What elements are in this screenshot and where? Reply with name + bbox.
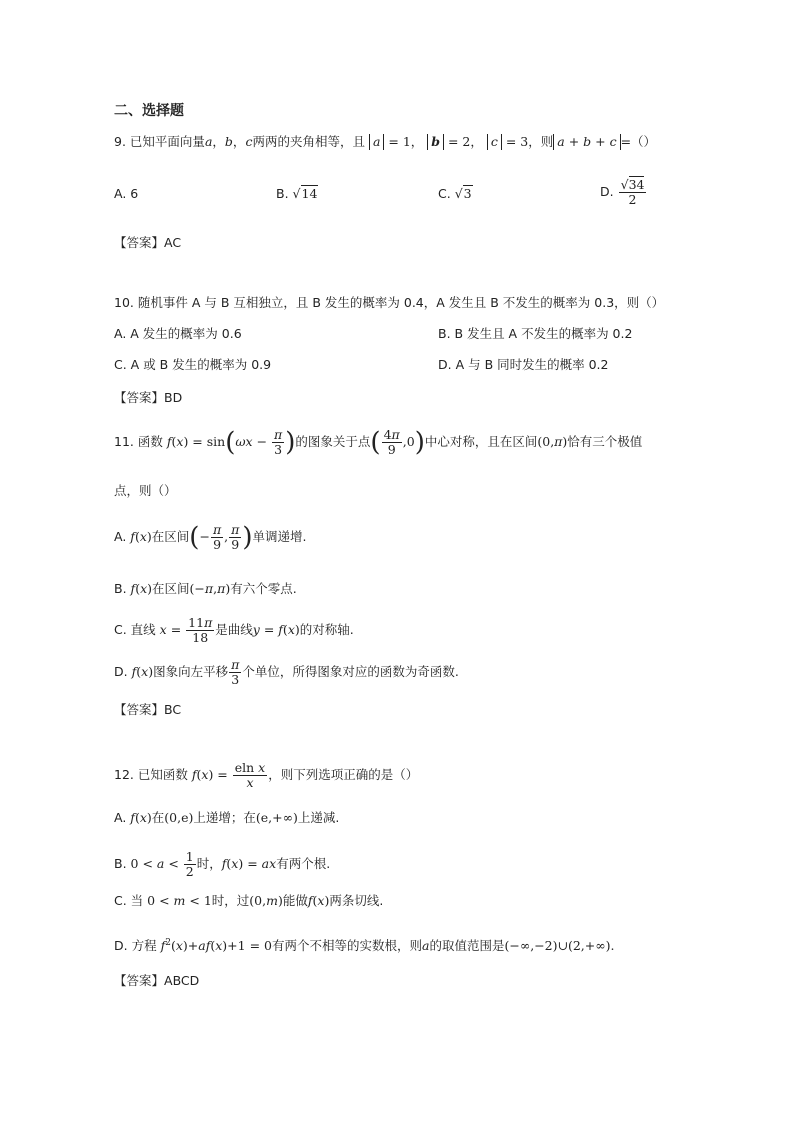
- q11-option-d: D. f(x)图象向左平移 $\frac{\pi}{3}$ 个单位，所得图象对应的函数为奇函数.: [114, 657, 459, 687]
- q12-answer: 【答案】ABCD: [114, 973, 200, 988]
- q9-option-a: A. 6: [114, 186, 139, 201]
- q10-option-c: C. A 或 B 发生的概率为 0.9: [114, 357, 272, 372]
- q10-option-d: D. A 与 B 同时发生的概率 0.2: [438, 357, 609, 372]
- q11-answer: 【答案】BC: [114, 702, 182, 717]
- q9-answer: 【答案】AC: [114, 235, 182, 250]
- q11-stem: 11. 函数 f(x) = sin(ωx − $\frac{\pi}{3}$ )的图象关于点( $\frac{4\pi}{9}$ ,0)中心对称，且在区间(0,π)恰有三个极值: [114, 427, 643, 458]
- q12-stem: 12. 已知函数 f(x) = $\frac{\text{eln x}}{x}$ ，则下列选项正确的是（）: [114, 760, 419, 790]
- q9-option-d: D. $\frac{√34}{2}$: [600, 177, 645, 207]
- q12-option-c: C. 当 0 < m < 1时，过(0,m)能做f(x)两条切线.: [114, 893, 384, 908]
- q12-option-b: B. 0 < a < $\frac{1}{2}$ 时，f(x) = ax有两个根.: [114, 849, 331, 879]
- q12-option-a: A. f(x)在(0,e)上递增；在(e,+∞)上递减.: [114, 810, 340, 825]
- q11-stem-line2: 点，则（）: [114, 483, 177, 498]
- q10-option-a: A. A 发生的概率为 0.6: [114, 326, 242, 341]
- q9-option-b: B. √14: [276, 186, 318, 201]
- q9-option-c: C. √3: [438, 186, 472, 201]
- q11-option-b: B. f(x)在区间(−π,π)有六个零点.: [114, 581, 297, 596]
- q12-option-d: D. 方程 $f^2(x)+af(x)+1 = 0$有两个不相等的实数根，则a的取值范围是(−∞,−2)∪(2,+∞).: [114, 938, 615, 954]
- q10-option-b: B. B 发生且 A 不发生的概率为 0.2: [438, 326, 633, 341]
- q10-stem: 10. 随机事件 A 与 B 互相独立，且 B 发生的概率为 0.4，A 发生且 B 不发生的概率为 0.3，则（）: [114, 295, 665, 310]
- q10-answer: 【答案】BD: [114, 390, 183, 405]
- section-title: 二、选择题: [114, 103, 184, 119]
- q9-stem: 9. 已知平面向量a，b，c两两的夹角相等，且 a = 1， b = 2， c = 3，则 a + b + c =（）: [114, 134, 657, 149]
- q11-option-a: A. f(x)在区间(− $\frac{\pi}{9}$ , $\frac{\pi}{9}$ )单调递增.: [114, 522, 307, 553]
- q11-option-c: C. 直线 x = $\frac{11\pi}{18}$ 是曲线y = f(x)的对称轴.: [114, 615, 354, 645]
